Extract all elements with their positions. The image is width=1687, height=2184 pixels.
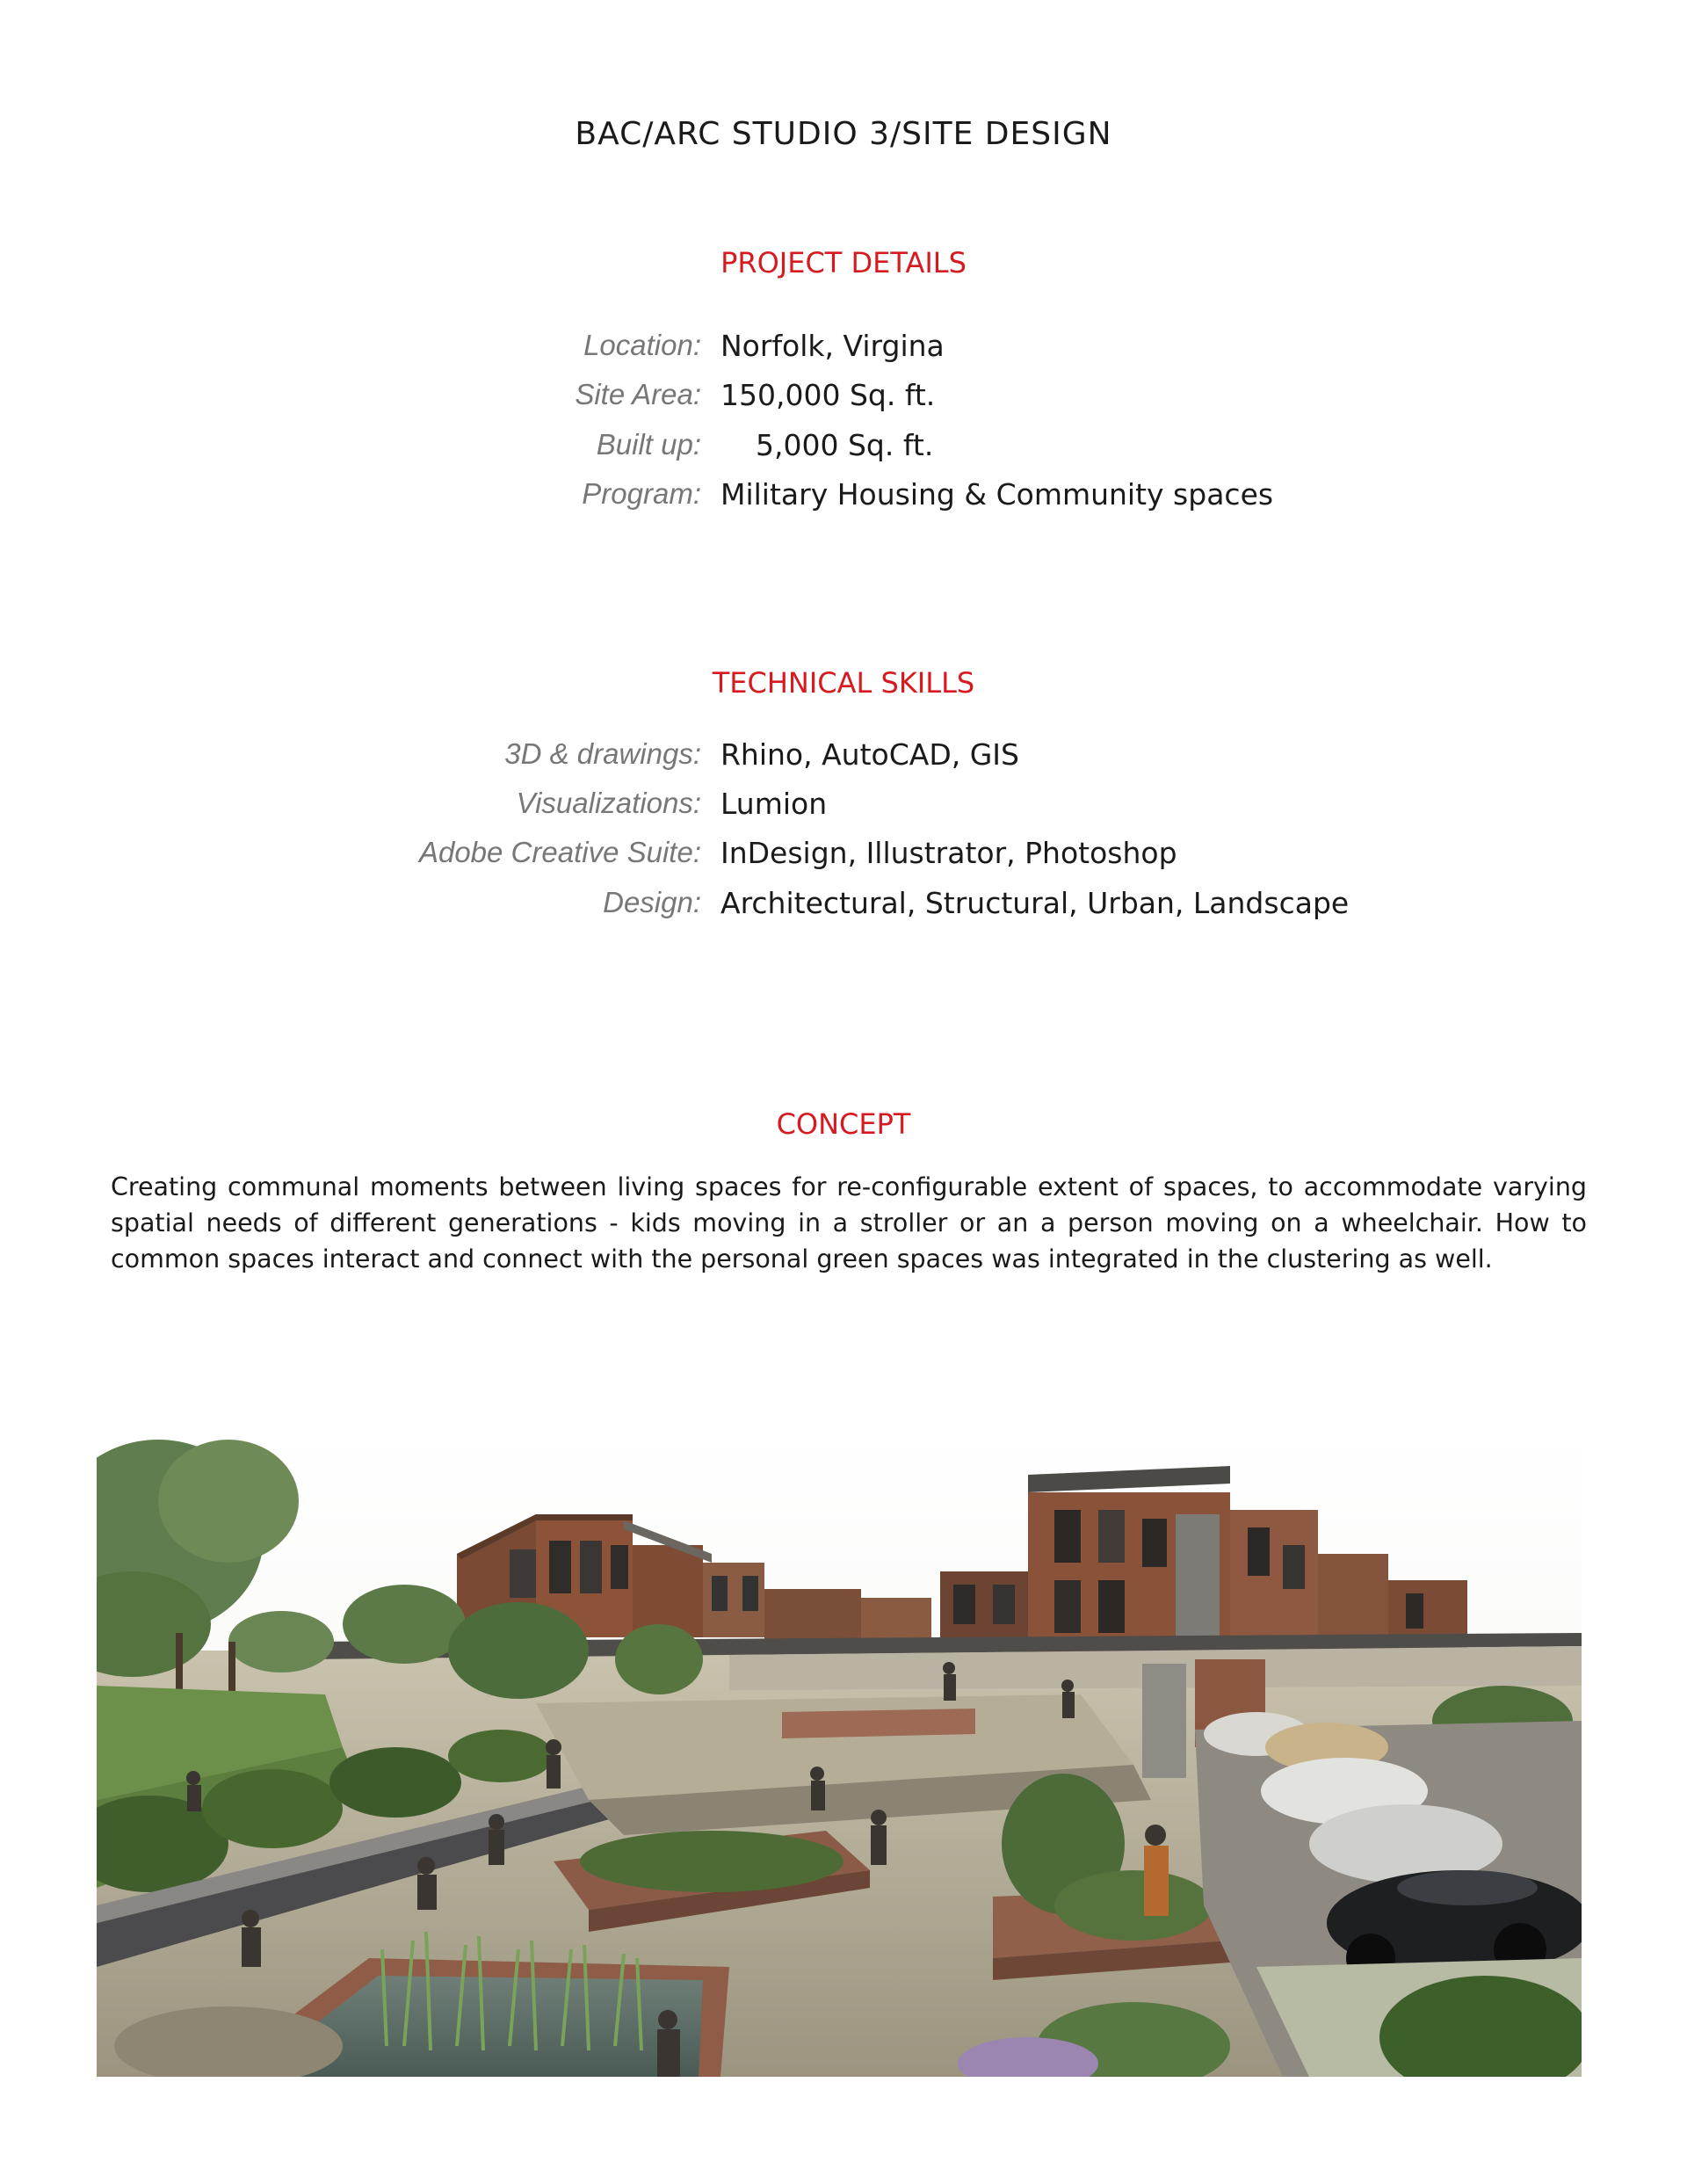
detail-row-built-up: [0, 428, 1687, 472]
detail-label: Location:: [583, 329, 701, 361]
skill-value: Rhino, AutoCAD, GIS: [720, 737, 1019, 772]
detail-row-site-area: [0, 378, 1687, 422]
skill-label: Adobe Creative Suite:: [418, 836, 701, 868]
site-render-image: [97, 1431, 1582, 2077]
skill-label: Visualizations:: [516, 787, 701, 819]
detail-value: 150,000 Sq. ft.: [720, 378, 936, 412]
skill-row-adobe: [0, 836, 1687, 880]
skill-label: Design:: [603, 886, 701, 918]
detail-value: Military Housing & Community spaces: [720, 477, 1274, 512]
detail-label: Site Area:: [575, 378, 701, 410]
concept-paragraph: Creating communal moments between living spaces for re-configurable extent of spaces, to accommodate varying spatial needs of different generations - kids moving in a stroller or an a person moving on a wheelchair. How to common spaces interact and connect with the personal green spaces was integrated in the clustering as well.: [111, 1172, 1587, 1273]
detail-label: Built up:: [596, 428, 701, 461]
skill-value: Lumion: [720, 787, 828, 821]
skill-label: 3D & drawings:: [504, 737, 701, 770]
technical-skills-heading: TECHNICAL SKILLS: [712, 666, 975, 700]
detail-value: Norfolk, Virgina: [720, 329, 945, 363]
page-title: BAC/ARC STUDIO 3/SITE DESIGN: [575, 116, 1112, 152]
skill-value: Architectural, Structural, Urban, Landscape: [720, 886, 1350, 920]
concept-heading: CONCEPT: [776, 1107, 911, 1141]
skill-row-3d: [0, 737, 1687, 781]
skill-row-design: [0, 886, 1687, 930]
detail-value: 5,000 Sq. ft.: [756, 428, 934, 462]
skill-row-visualizations: [0, 787, 1687, 831]
detail-label: Program:: [582, 477, 701, 510]
project-details-heading: PROJECT DETAILS: [720, 246, 967, 279]
detail-row-program: [0, 477, 1687, 521]
detail-row-location: [0, 329, 1687, 373]
skill-value: InDesign, Illustrator, Photoshop: [720, 836, 1177, 870]
